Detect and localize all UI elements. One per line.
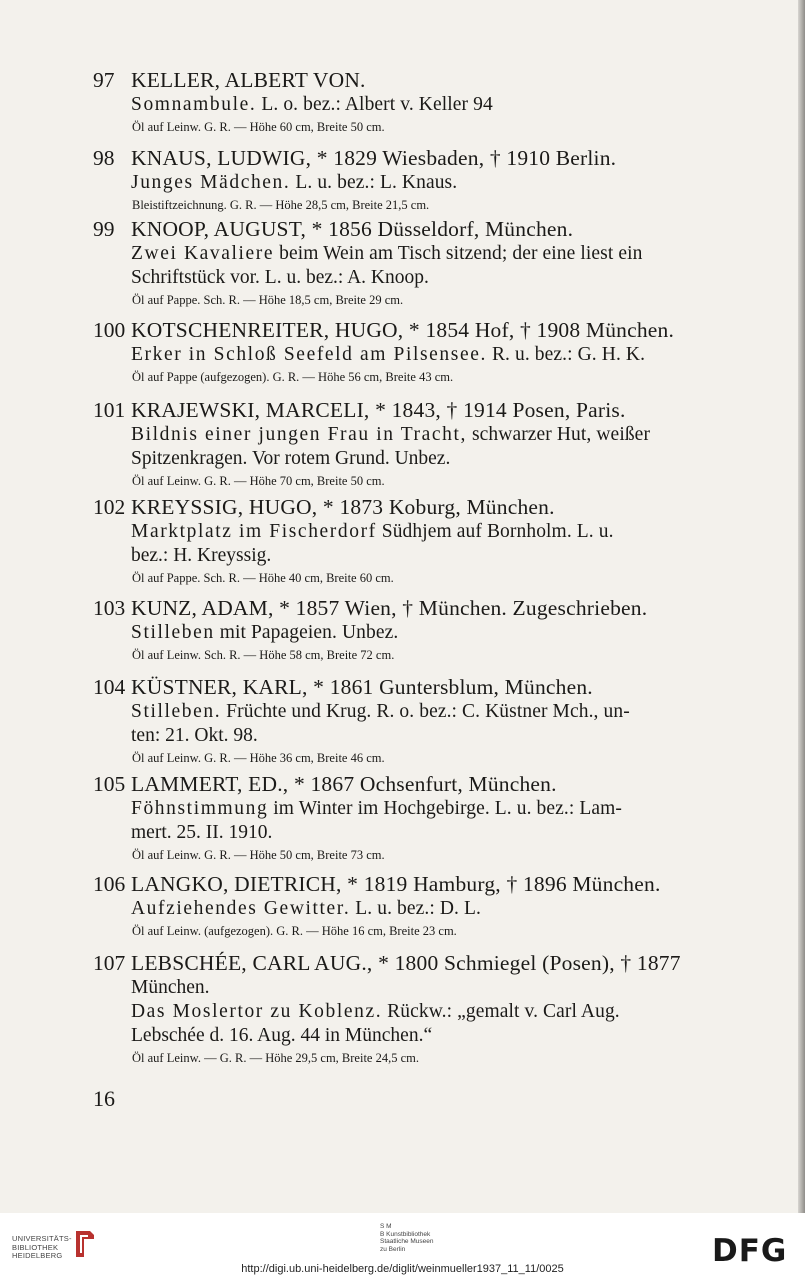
entry-number: 101 bbox=[93, 398, 126, 422]
technique-dimensions: Bleistiftzeichnung. G. R. — Höhe 28,5 cm, Breite 21,5 cm. bbox=[132, 198, 430, 212]
artist-name: KÜSTNER, KARL, * 1861 Guntersblum, München. bbox=[131, 675, 593, 699]
entry-number: 106 bbox=[93, 872, 126, 896]
artist-name: KOTSCHENREITER, HUGO, * 1854 Hof, † 1908 München. bbox=[131, 318, 675, 342]
catalog-entry bbox=[93, 871, 713, 941]
technique-dimensions: Öl auf Leinw. — G. R. — Höhe 29,5 cm, Breite 24,5 cm. bbox=[132, 1051, 419, 1065]
artwork-description: Rückw.: „gemalt v. Carl Aug. bbox=[382, 1001, 620, 1022]
entry-number: 104 bbox=[93, 675, 126, 699]
catalog-entry bbox=[93, 674, 713, 768]
entry-number: 102 bbox=[93, 495, 126, 519]
entry-number: 97 bbox=[93, 68, 115, 92]
catalog-entry bbox=[93, 595, 713, 665]
catalog-entry bbox=[93, 771, 713, 865]
dfg-logo: DFG bbox=[712, 1233, 788, 1269]
technique-dimensions: Öl auf Leinw. G. R. — Höhe 50 cm, Breite 73 cm. bbox=[132, 848, 385, 862]
artwork-title: Stilleben bbox=[131, 622, 215, 643]
university-logo-icon bbox=[72, 1227, 98, 1263]
artwork-title: Marktplatz im Fischerdorf bbox=[131, 521, 377, 542]
description-line: Schriftstück vor. L. u. bez.: A. Knoop. bbox=[131, 267, 429, 288]
technique-dimensions: Öl auf Pappe (aufgezogen). G. R. — Höhe 56 cm, Breite 43 cm. bbox=[132, 370, 454, 384]
artwork-title: Das Moslertor zu Koblenz. bbox=[131, 1001, 383, 1022]
description-line: ten: 21. Okt. 98. bbox=[131, 725, 258, 746]
footer-bar bbox=[0, 1213, 805, 1278]
catalog-entry bbox=[93, 950, 713, 1068]
technique-dimensions: Öl auf Pappe. Sch. R. — Höhe 18,5 cm, Breite 29 cm. bbox=[132, 293, 404, 307]
catalog-entry bbox=[93, 145, 713, 215]
description-line: mert. 25. II. 1910. bbox=[131, 822, 273, 843]
artist-name: KRAJEWSKI, MARCELI, * 1843, † 1914 Posen, Paris. bbox=[131, 398, 626, 422]
artwork-title: Zwei Kavaliere bbox=[131, 243, 275, 264]
entry-number: 105 bbox=[93, 772, 126, 796]
artwork-description: beim Wein am Tisch sitzend; der eine liest ein bbox=[274, 243, 643, 264]
artist-name: LANGKO, DIETRICH, * 1819 Hamburg, † 1896 München. bbox=[131, 872, 661, 896]
artist-name: KELLER, ALBERT VON. bbox=[131, 68, 366, 92]
catalog-entry bbox=[93, 397, 713, 491]
artist-name: KREYSSIG, HUGO, * 1873 Koburg, München. bbox=[131, 495, 555, 519]
entry-number: 103 bbox=[93, 596, 126, 620]
artwork-description: schwarzer Hut, weißer bbox=[467, 424, 651, 445]
artist-name-continued: München. bbox=[131, 977, 210, 998]
artwork-title: Stilleben. bbox=[131, 701, 222, 722]
technique-dimensions: Öl auf Leinw. (aufgezogen). G. R. — Höhe 16 cm, Breite 23 cm. bbox=[132, 924, 457, 938]
artwork-description: L. u. bez.: L. Knaus. bbox=[290, 172, 458, 193]
artist-name: KUNZ, ADAM, * 1857 Wien, † München. Zugeschrieben. bbox=[131, 596, 648, 620]
technique-dimensions: Öl auf Leinw. G. R. — Höhe 60 cm, Breite 50 cm. bbox=[132, 120, 385, 134]
artwork-description: Früchte und Krug. R. o. bez.: C. Küstner Mch., un- bbox=[221, 701, 630, 722]
artist-name: LEBSCHÉE, CARL AUG., * 1800 Schmiegel (Posen), † 1877 bbox=[131, 951, 681, 975]
catalog-entry bbox=[93, 494, 713, 588]
artwork-description: R. u. bez.: G. H. K. bbox=[486, 344, 646, 365]
artwork-description: Südhjem auf Bornholm. L. u. bbox=[376, 521, 614, 542]
entry-number: 100 bbox=[93, 318, 126, 342]
artwork-description: mit Papageien. Unbez. bbox=[214, 622, 399, 643]
entry-number: 98 bbox=[93, 146, 115, 170]
page-edge-shadow bbox=[798, 0, 805, 1213]
entry-number: 99 bbox=[93, 217, 115, 241]
artwork-description: L. o. bez.: Albert v. Keller 94 bbox=[256, 94, 493, 115]
technique-dimensions: Öl auf Leinw. Sch. R. — Höhe 58 cm, Breite 72 cm. bbox=[132, 648, 395, 662]
catalog-entry bbox=[93, 67, 713, 137]
university-library-label: UNIVERSITÄTS- BIBLIOTHEK HEIDELBERG bbox=[12, 1234, 72, 1260]
artwork-title: Somnambule. bbox=[131, 94, 257, 115]
artwork-title: Aufziehendes Gewitter. bbox=[131, 898, 351, 919]
kunstbibliothek-label: S M B Kunstbibliothek Staatliche Museen zu Berlin bbox=[380, 1223, 434, 1253]
page-number: 16 bbox=[93, 1086, 115, 1111]
description-line: Lebschée d. 16. Aug. 44 in München.“ bbox=[131, 1025, 433, 1046]
artwork-description: L. u. bez.: D. L. bbox=[350, 898, 481, 919]
entry-number: 107 bbox=[93, 951, 126, 975]
catalog-entry bbox=[93, 317, 713, 387]
artist-name: KNAUS, LUDWIG, * 1829 Wiesbaden, † 1910 Berlin. bbox=[131, 146, 617, 170]
artwork-title: Erker in Schloß Seefeld am Pilsensee. bbox=[131, 344, 487, 365]
description-line: bez.: H. Kreyssig. bbox=[131, 545, 272, 566]
artist-name: KNOOP, AUGUST, * 1856 Düsseldorf, München. bbox=[131, 217, 574, 241]
artist-name: LAMMERT, ED., * 1867 Ochsenfurt, München. bbox=[131, 772, 557, 796]
technique-dimensions: Öl auf Leinw. G. R. — Höhe 36 cm, Breite 46 cm. bbox=[132, 751, 385, 765]
catalog-entry bbox=[93, 216, 713, 310]
description-line: Spitzenkragen. Vor rotem Grund. Unbez. bbox=[131, 448, 451, 469]
artwork-title: Bildnis einer jungen Frau in Tracht, bbox=[131, 424, 467, 445]
technique-dimensions: Öl auf Pappe. Sch. R. — Höhe 40 cm, Breite 60 cm. bbox=[132, 571, 394, 585]
source-url[interactable]: http://digi.ub.uni-heidelberg.de/diglit/weinmueller1937_11_11/0025 bbox=[241, 1263, 564, 1275]
artwork-title: Föhnstimmung bbox=[131, 798, 269, 819]
artwork-description: im Winter im Hochgebirge. L. u. bez.: Lam- bbox=[268, 798, 623, 819]
artwork-title: Junges Mädchen. bbox=[131, 172, 291, 193]
technique-dimensions: Öl auf Leinw. G. R. — Höhe 70 cm, Breite 50 cm. bbox=[132, 474, 385, 488]
